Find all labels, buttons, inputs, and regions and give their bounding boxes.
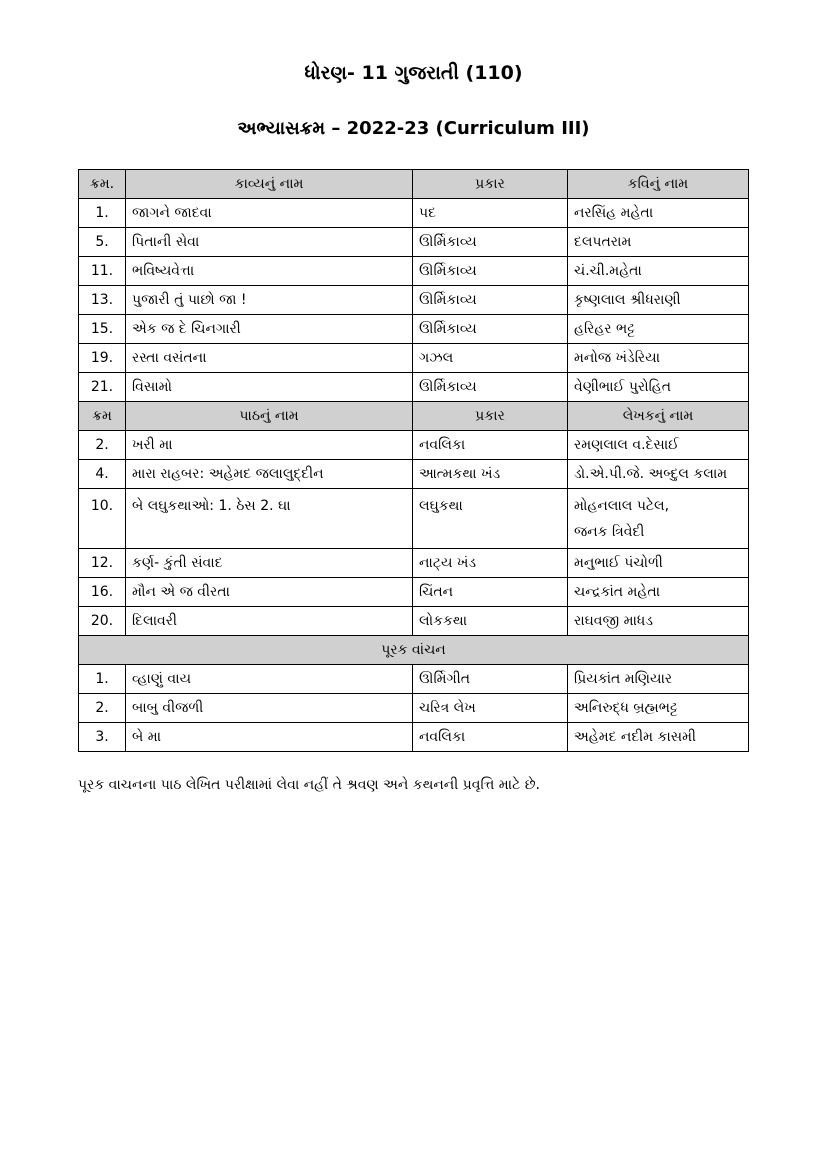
header-lesson-name: પાઠનું નામ xyxy=(126,402,413,431)
row-type: પદ xyxy=(413,199,568,228)
author-line-2: જનક ત્રિવેદી xyxy=(574,524,645,540)
row-serial: 5. xyxy=(79,228,126,257)
row-author xyxy=(568,489,749,549)
row-author: નરસિંહ મહેતા xyxy=(568,199,749,228)
table-row xyxy=(79,373,749,402)
table-row xyxy=(79,344,749,373)
row-title: કર્ણ- કુંતી સંવાદ xyxy=(126,549,413,578)
row-author: પ્રિયકાંત મણિયાર xyxy=(568,665,749,694)
row-title: રસ્તા વસંતના xyxy=(126,344,413,373)
row-author: દલપતરામ xyxy=(568,228,749,257)
row-type: ઊર્મિકાવ્ય xyxy=(413,315,568,344)
table-row xyxy=(79,257,749,286)
table-row xyxy=(79,460,749,489)
row-title: બે મા xyxy=(126,723,413,752)
row-serial: 19. xyxy=(79,344,126,373)
table-row xyxy=(79,723,749,752)
row-serial: 3. xyxy=(79,723,126,752)
row-serial: 2. xyxy=(79,431,126,460)
row-serial: 21. xyxy=(79,373,126,402)
row-type: ઊર્મિકાવ્ય xyxy=(413,228,568,257)
row-type: ઊર્મિકાવ્ય xyxy=(413,257,568,286)
table-row xyxy=(79,228,749,257)
table-row xyxy=(79,199,749,228)
table-row xyxy=(79,665,749,694)
row-title: ભવિષ્યવેત્તા xyxy=(126,257,413,286)
row-type: આત્મકથા ખંડ xyxy=(413,460,568,489)
row-type: ચિંતન xyxy=(413,578,568,607)
poems-header-row xyxy=(79,170,749,199)
row-author: રાઘવજી માધડ xyxy=(568,607,749,636)
header-serial: ક્રમ. xyxy=(79,170,126,199)
row-type: નવલિકા xyxy=(413,723,568,752)
row-author: ડો.એ.પી.જે. અબ્દુલ કલામ xyxy=(568,460,749,489)
curriculum-table xyxy=(78,169,749,752)
row-serial: 4. xyxy=(79,460,126,489)
row-type: નવલિકા xyxy=(413,431,568,460)
row-type: નાટ્ય ખંડ xyxy=(413,549,568,578)
row-title: બે લઘુકથાઓ: 1. ઠેસ 2. ઘા xyxy=(126,489,413,549)
row-title: જાગને જાદવા xyxy=(126,199,413,228)
row-title: પુજારી તું પાછો જા ! xyxy=(126,286,413,315)
table-row xyxy=(79,286,749,315)
row-type: ઊર્મિકાવ્ય xyxy=(413,286,568,315)
table-row xyxy=(79,431,749,460)
row-serial: 15. xyxy=(79,315,126,344)
table-row xyxy=(79,549,749,578)
row-serial: 10. xyxy=(79,489,126,549)
row-serial: 2. xyxy=(79,694,126,723)
row-author: રમણલાલ વ.દેસાઈ xyxy=(568,431,749,460)
lessons-header-row xyxy=(79,402,749,431)
row-type: ઊર્મિકાવ્ય xyxy=(413,373,568,402)
row-title: વિસામો xyxy=(126,373,413,402)
row-type: લોકકથા xyxy=(413,607,568,636)
row-type: ચરિત્ર લેખ xyxy=(413,694,568,723)
row-author: હરિહર ભટ્ટ xyxy=(568,315,749,344)
header-serial: ક્રમ xyxy=(79,402,126,431)
row-serial: 20. xyxy=(79,607,126,636)
header-type: પ્રકાર xyxy=(413,170,568,199)
row-type: ઊર્મિગીત xyxy=(413,665,568,694)
row-author: મનુભાઈ પંચોળી xyxy=(568,549,749,578)
supplementary-header-row xyxy=(79,636,749,665)
footnote: પૂરક વાચનના પાઠ લેખિત પરીક્ષામાં લેવા નહીં તે શ્રવણ અને કથનની પ્રવૃત્તિ માટે છે. xyxy=(78,777,540,793)
row-author: મનોજ ખંડેરિયા xyxy=(568,344,749,373)
row-type: લઘુકથા xyxy=(413,489,568,549)
row-title: મારા રાહબર: અહેમદ જલાલુદ્દીન xyxy=(126,460,413,489)
header-poem-name: કાવ્યનું નામ xyxy=(126,170,413,199)
table-row xyxy=(79,315,749,344)
row-author: વેણીભાઈ પુરોહિત xyxy=(568,373,749,402)
row-serial: 1. xyxy=(79,199,126,228)
row-author: અનિરુદ્ધ બ્રહ્મભટ્ટ xyxy=(568,694,749,723)
row-title: બાબુ વીજળી xyxy=(126,694,413,723)
row-author: ચં.ચી.મહેતા xyxy=(568,257,749,286)
page-title: ધોરણ- 11 ગુજરાતી (110) xyxy=(304,62,523,84)
table-row xyxy=(79,694,749,723)
table-row xyxy=(79,607,749,636)
row-serial: 12. xyxy=(79,549,126,578)
row-title: મૌન એ જ વીરતા xyxy=(126,578,413,607)
row-title: એક જ દે ચિનગારી xyxy=(126,315,413,344)
page-subtitle: અભ્યાસક્રમ – 2022-23 (Curriculum III) xyxy=(237,118,590,139)
row-serial: 13. xyxy=(79,286,126,315)
row-author: ચન્દ્રકાંત મહેતા xyxy=(568,578,749,607)
row-type: ગઝલ xyxy=(413,344,568,373)
row-title: પિતાની સેવા xyxy=(126,228,413,257)
row-title: વ્હાણું વાય xyxy=(126,665,413,694)
author-line-1: મોહનલાલ પટેલ, xyxy=(574,498,670,514)
row-author: અહેમદ નદીમ કાસમી xyxy=(568,723,749,752)
row-title: દિલાવરી xyxy=(126,607,413,636)
header-type: પ્રકાર xyxy=(413,402,568,431)
table-row xyxy=(79,578,749,607)
row-serial: 16. xyxy=(79,578,126,607)
row-serial: 1. xyxy=(79,665,126,694)
header-poet-name: કવિનું નામ xyxy=(568,170,749,199)
header-writer-name: લેખકનું નામ xyxy=(568,402,749,431)
supplementary-heading: પૂરક વાંચન xyxy=(79,636,749,665)
row-title: ખરી મા xyxy=(126,431,413,460)
row-serial: 11. xyxy=(79,257,126,286)
table-row xyxy=(79,489,749,549)
row-author: કૃષ્ણલાલ શ્રીધરાણી xyxy=(568,286,749,315)
